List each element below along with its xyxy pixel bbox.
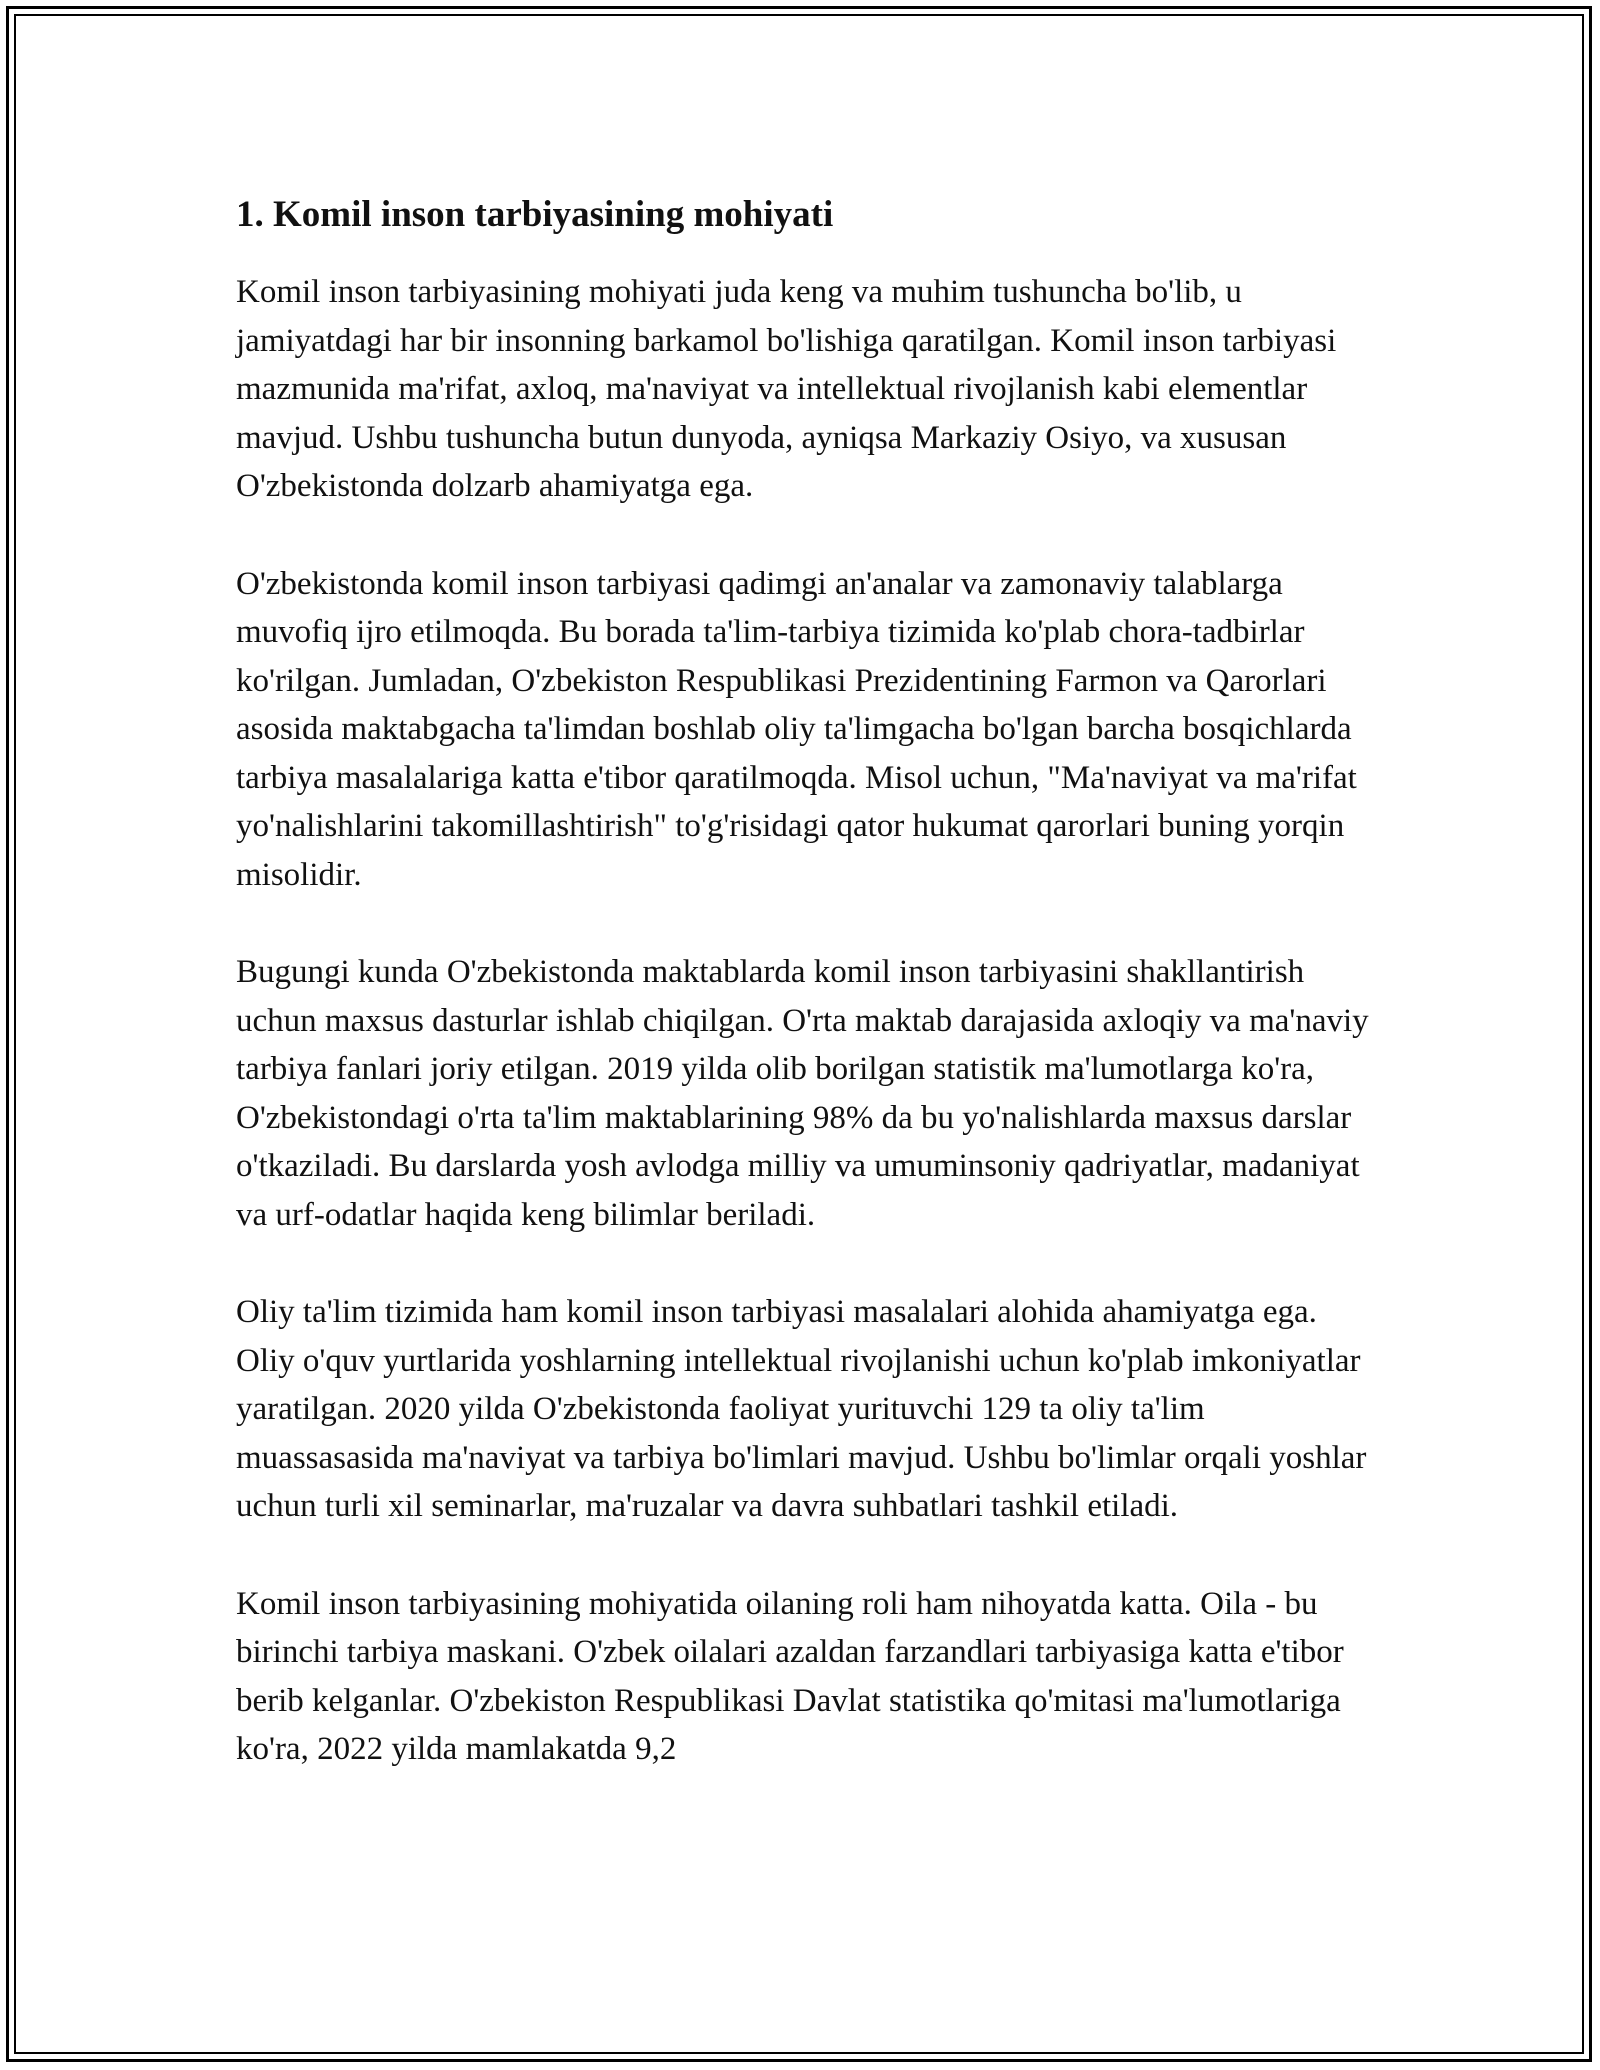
paragraph-5: Komil inson tarbiyasining mohiyatida oilaning roli ham nihoyatda katta. Oila - bu birinchi tarbiya maskani. O'zbek oilalari azaldan farzandlari tarbiyasiga katta e'tibor berib kelganlar. O'zbekiston Respublikasi Davlat statistika qo'mitasi ma'lumotlariga ko'ra, 2022 yilda mamlakatda 9,2	[236, 1585, 1344, 1767]
paragraph-4: Oliy ta'lim tizimida ham komil inson tarbiyasi masalalari alohida ahamiyatga ega. Oliy o'quv yurtlarida yoshlarning intellektual rivojlanishi uchun ko'plab imkoniyatlar yaratilgan. 2020 yilda O'zbekistonda faoliyat yurituvchi 129 ta oliy ta'lim muassasasida ma'naviyat va tarbiya bo'limlari mavjud. Ushbu bo'limlar orqali yoshlar uchun turli xil seminarlar, ma'ruzalar va davra suhbatlari tashkil etiladi.	[236, 1294, 1367, 1524]
paragraph-2: O'zbekistonda komil inson tarbiyasi qadimgi an'analar va zamonaviy talablarga muvofiq ijro etilmoqda. Bu borada ta'lim-tarbiya tizimida ko'plab chora-tadbirlar ko'rilgan. Jumladan, O'zbekiston Respublikasi Prezidentining Farmon va Qarorlari asosida maktabgacha ta'limdan boshlab oliy ta'limgacha bo'lgan barcha bosqichlarda tarbiya masalalariga katta e'tibor qaratilmoqda. Misol uchun, "Ma'naviyat va ma'rifat yo'nalishlarini takomillashtirish" to'g'risidagi qator hukumat qarorlari buning yorqin misolidir.	[236, 565, 1357, 893]
paragraph-3: Bugungi kunda O'zbekistonda maktablarda komil inson tarbiyasini shakllantirish uchun maxsus dasturlar ishlab chiqilgan. O'rta maktab darajasida axloqiy va ma'naviy tarbiya fanlari joriy etilgan. 2019 yilda olib borilgan statistik ma'lumotlarga ko'ra, O'zbekistondagi o'rta ta'lim maktablarining 98% da bu yo'nalishlarda maxsus darslar o'tkaziladi. Bu darslarda yosh avlodga milliy va umuminsoniy qadriyatlar, madaniyat va urf-odatlar haqida keng bilimlar beriladi.	[236, 954, 1369, 1233]
paragraph-1: Komil inson tarbiyasining mohiyati juda keng va muhim tushuncha bo'lib, u jamiyatdagi har bir insonning barkamol bo'lishiga qaratilgan. Komil inson tarbiyasi mazmunida ma'rifat, axloq, ma'naviyat va intellektual rivojlanish kabi elementlar mavjud. Ushbu tushuncha butun dunyoda, ayniqsa Markaziy Osiyo, va xususan O'zbekistonda dolzarb ahamiyatga ega.	[236, 274, 1337, 504]
section-heading: 1. Komil inson tarbiyasining mohiyati	[236, 194, 834, 235]
document-body	[236, 188, 1376, 1823]
